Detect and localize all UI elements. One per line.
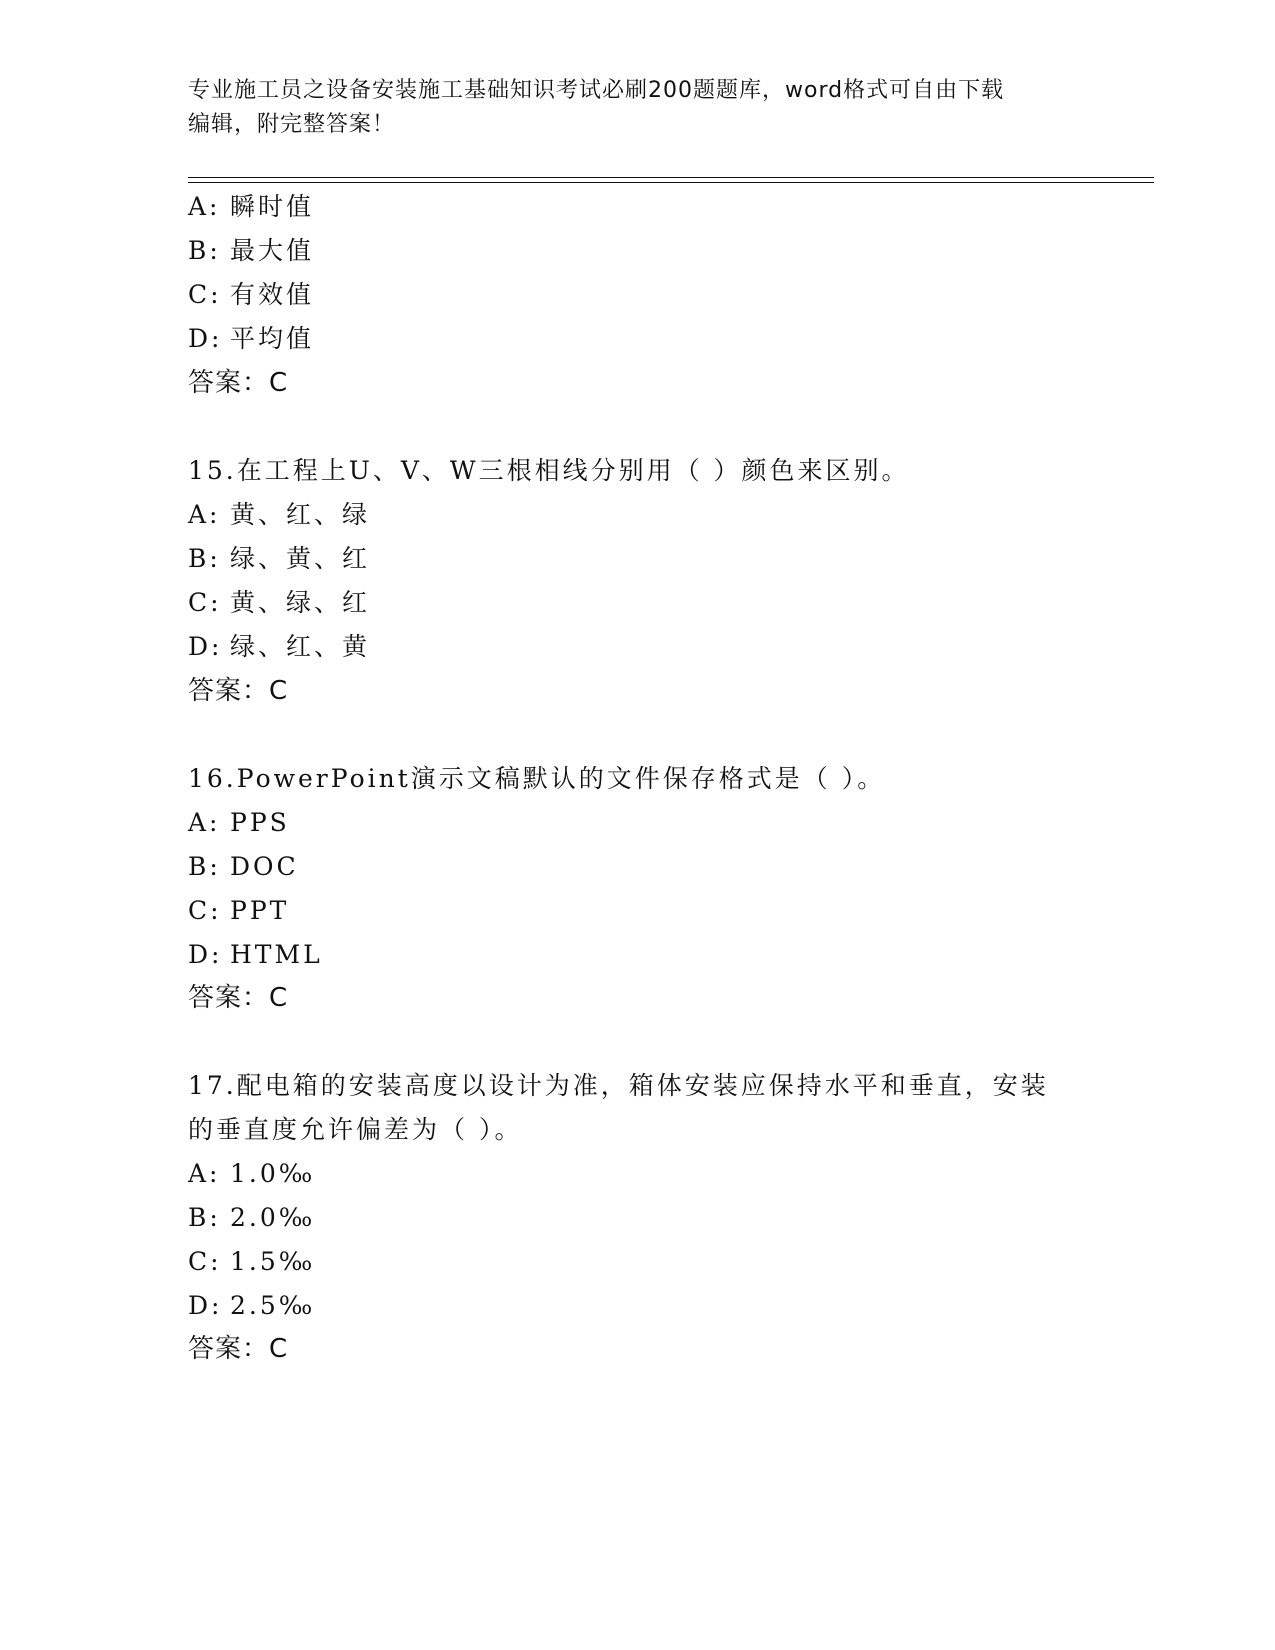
- option-label: D:: [188, 632, 223, 661]
- q16-option-a: [188, 808, 290, 838]
- q16-option-c: [188, 896, 289, 926]
- q16-option-b: [188, 852, 299, 882]
- q14-option-c: [188, 280, 314, 310]
- document-header: [188, 74, 1068, 142]
- option-label: A:: [188, 500, 221, 529]
- q15-option-d: [188, 632, 370, 662]
- q15-option-a: [188, 500, 370, 530]
- option-label: D:: [188, 324, 223, 353]
- option-text: 黄、绿、红: [230, 588, 371, 617]
- header-divider-bottom: [188, 182, 1154, 183]
- option-text: 绿、红、黄: [230, 632, 371, 661]
- q17-answer: 答案：C: [188, 1334, 289, 1364]
- q14-option-b: [188, 236, 314, 266]
- option-label: A:: [188, 808, 221, 837]
- q14-answer: 答案：C: [188, 368, 289, 398]
- q17-option-b: [188, 1203, 315, 1233]
- option-label: B:: [188, 1203, 221, 1232]
- option-text: 绿、黄、红: [230, 544, 371, 573]
- option-text: DOC: [230, 852, 299, 881]
- q17-option-c: [188, 1247, 315, 1277]
- option-label: A:: [188, 1159, 221, 1188]
- option-label: D:: [188, 940, 223, 969]
- option-label: C:: [188, 280, 222, 309]
- q15-answer: 答案：C: [188, 676, 289, 706]
- option-label: C:: [188, 588, 222, 617]
- option-text: 瞬时值: [230, 192, 315, 221]
- q16-answer: 答案：C: [188, 983, 289, 1013]
- q15-stem: 15.在工程上U、V、W三根相线分别用（ ）颜色来区别。: [188, 456, 910, 485]
- q17-stem-line-2: 的垂直度允许偏差为（ ）。: [188, 1115, 523, 1144]
- option-text: 2.5‰: [230, 1291, 316, 1320]
- q15-option-b: [188, 544, 370, 574]
- option-text: PPT: [230, 896, 290, 925]
- option-label: B:: [188, 544, 221, 573]
- option-label: B:: [188, 852, 221, 881]
- option-text: 最大值: [230, 236, 315, 265]
- header-title-line-2: 编辑，附完整答案！: [188, 112, 396, 137]
- option-label: C:: [188, 1247, 222, 1276]
- q16-stem: 16.PowerPoint演示文稿默认的文件保存格式是（ ）。: [188, 764, 886, 793]
- q17-option-a: [188, 1159, 315, 1189]
- option-text: 平均值: [230, 324, 315, 353]
- option-text: 1.5‰: [230, 1247, 316, 1276]
- option-text: 2.0‰: [230, 1203, 316, 1232]
- header-divider-top: [188, 177, 1154, 178]
- option-label: C:: [188, 896, 222, 925]
- option-text: 有效值: [230, 280, 315, 309]
- option-label: D:: [188, 1291, 223, 1320]
- q16-option-d: [188, 940, 323, 970]
- option-text: PPS: [230, 808, 290, 837]
- option-label: A:: [188, 192, 221, 221]
- q17-stem-line-1: 17.配电箱的安装高度以设计为准，箱体安装应保持水平和垂直，安装: [188, 1071, 1049, 1100]
- q14-option-a: [188, 192, 314, 222]
- option-text: HTML: [230, 940, 323, 969]
- q15-option-c: [188, 588, 370, 618]
- q14-option-d: [188, 324, 314, 354]
- q17-option-d: [188, 1291, 315, 1321]
- header-title-line-1: 专业施工员之设备安装施工基础知识考试必刷200题题库，word格式可自由下载: [188, 78, 1005, 103]
- option-label: B:: [188, 236, 221, 265]
- option-text: 黄、红、绿: [230, 500, 371, 529]
- option-text: 1.0‰: [230, 1159, 316, 1188]
